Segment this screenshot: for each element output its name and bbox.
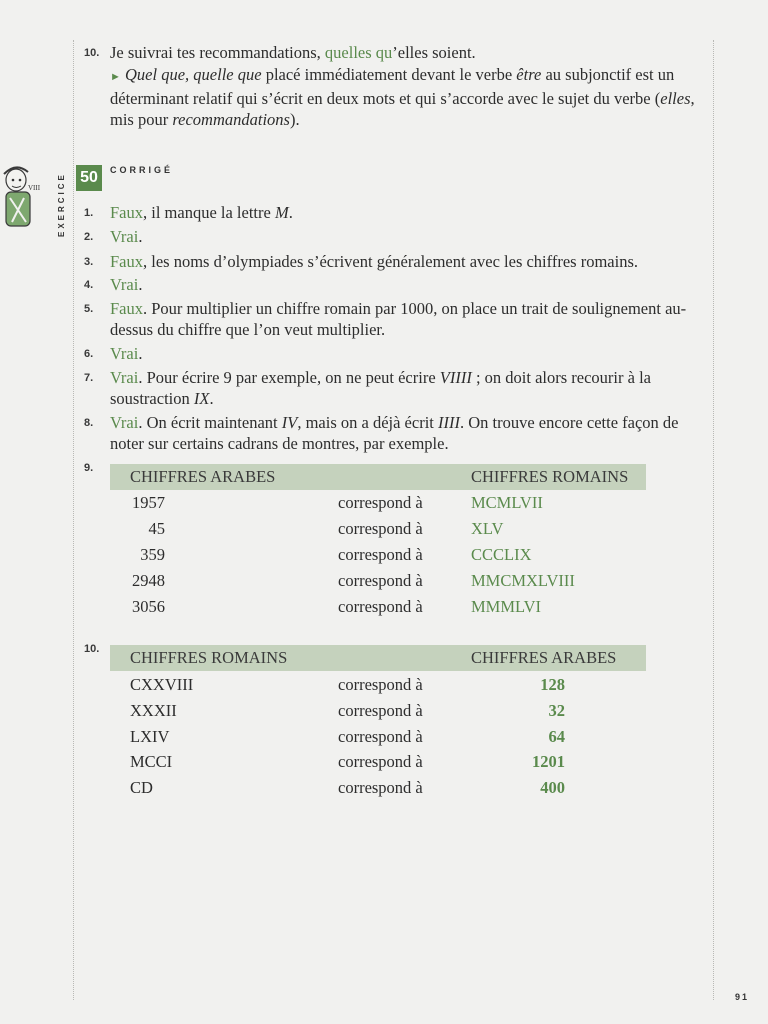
answer-4: Vrai. xyxy=(110,275,143,294)
exercise-vertical-label: EXERCICE xyxy=(57,172,66,238)
item-number: 10. xyxy=(84,47,100,59)
table-row: 45 correspond à XLV xyxy=(148,519,504,538)
answer-number: 7. xyxy=(84,372,94,384)
page-number: 91 xyxy=(735,992,750,1002)
answer-7: Vrai. Pour écrire 9 par exemple, on ne peut écrire VIIII ; on doit alors recourir à la soustraction IX. xyxy=(110,368,651,408)
table-row: 2948 correspond à MMCMXLVIII xyxy=(132,571,575,590)
exercise-number-badge: 50 xyxy=(76,165,102,191)
column-header-roman: CHIFFRES ROMAINS xyxy=(471,467,629,486)
table-header xyxy=(110,645,646,671)
answer-6: Vrai. xyxy=(110,344,143,363)
answer-1: Faux, il manque la lettre M. xyxy=(110,203,293,222)
answer-5: Faux. Pour multiplier un chiffre romain par 1000, on place un trait de soulignement au-dessus du chiffre que l’on veut multiplier. xyxy=(110,299,687,339)
table-row: 1957 correspond à MCMLVII xyxy=(132,493,543,512)
table-row: MCCI correspond à 1201 xyxy=(130,752,565,771)
column-header-roman: CHIFFRES ROMAINS xyxy=(130,648,288,667)
verdict-label: Vrai xyxy=(110,344,139,363)
roman-soldier-illustration xyxy=(0,160,46,232)
verdict-label: Vrai xyxy=(110,413,139,432)
table-row: XXXII correspond à 32 xyxy=(130,701,565,720)
verdict-label: Faux xyxy=(110,299,143,318)
column-header-arabic: CHIFFRES ARABES xyxy=(471,648,617,667)
section-heading: CORRIGÉ xyxy=(110,165,174,175)
right-margin-guide xyxy=(713,40,714,1000)
answer-number: 3. xyxy=(84,256,94,268)
grammar-note: ► Quel que, quelle que placé immédiatement devant le verbe être au subjonctif est un déterminant relatif qui s’écrit en deux mots et qui s’accorde avec le sujet du verbe (elles, mis pour recommandations). xyxy=(110,65,695,129)
table-row: 3056 correspond à MMMLVI xyxy=(132,597,541,616)
answer-number: 2. xyxy=(84,231,94,243)
verdict-label: Faux xyxy=(110,203,143,222)
verdict-label: Faux xyxy=(110,252,143,271)
answer-3: Faux, les noms d’olympiades s’écrivent généralement avec les chiffres romains. xyxy=(110,252,638,271)
left-margin-guide xyxy=(73,40,74,1000)
answer-number: 6. xyxy=(84,348,94,360)
verdict-label: Vrai xyxy=(110,227,139,246)
arrow-right-icon: ► xyxy=(110,71,121,83)
table-row: 359 correspond à CCCLIX xyxy=(140,545,532,564)
verdict-label: Vrai xyxy=(110,275,139,294)
answer-number: 8. xyxy=(84,417,94,429)
table-number: 9. xyxy=(84,462,94,474)
answer-8: Vrai. On écrit maintenant IV, mais on a déjà écrit IIII. On trouve encore cette façon de noter sur certains cadrans de montres, par exemple. xyxy=(110,413,679,453)
answer-number: 4. xyxy=(84,279,94,291)
answer-number: 5. xyxy=(84,303,94,315)
table-row: CD correspond à 400 xyxy=(130,778,565,797)
answer-number: 1. xyxy=(84,207,94,219)
svg-text:VIII: VIII xyxy=(28,184,41,192)
answer-2: Vrai. xyxy=(110,227,143,246)
top-sentence: Je suivrai tes recommandations, quelles qu’elles soient. xyxy=(110,43,476,62)
column-header-arabic: CHIFFRES ARABES xyxy=(130,467,276,486)
verdict-label: Vrai xyxy=(110,368,139,387)
highlighted-words: quelles qu xyxy=(324,43,393,62)
table-row: LXIV correspond à 64 xyxy=(130,727,565,746)
table-number: 10. xyxy=(84,643,100,655)
table-header xyxy=(110,464,646,490)
table-row: CXXVIII correspond à 128 xyxy=(130,675,565,694)
